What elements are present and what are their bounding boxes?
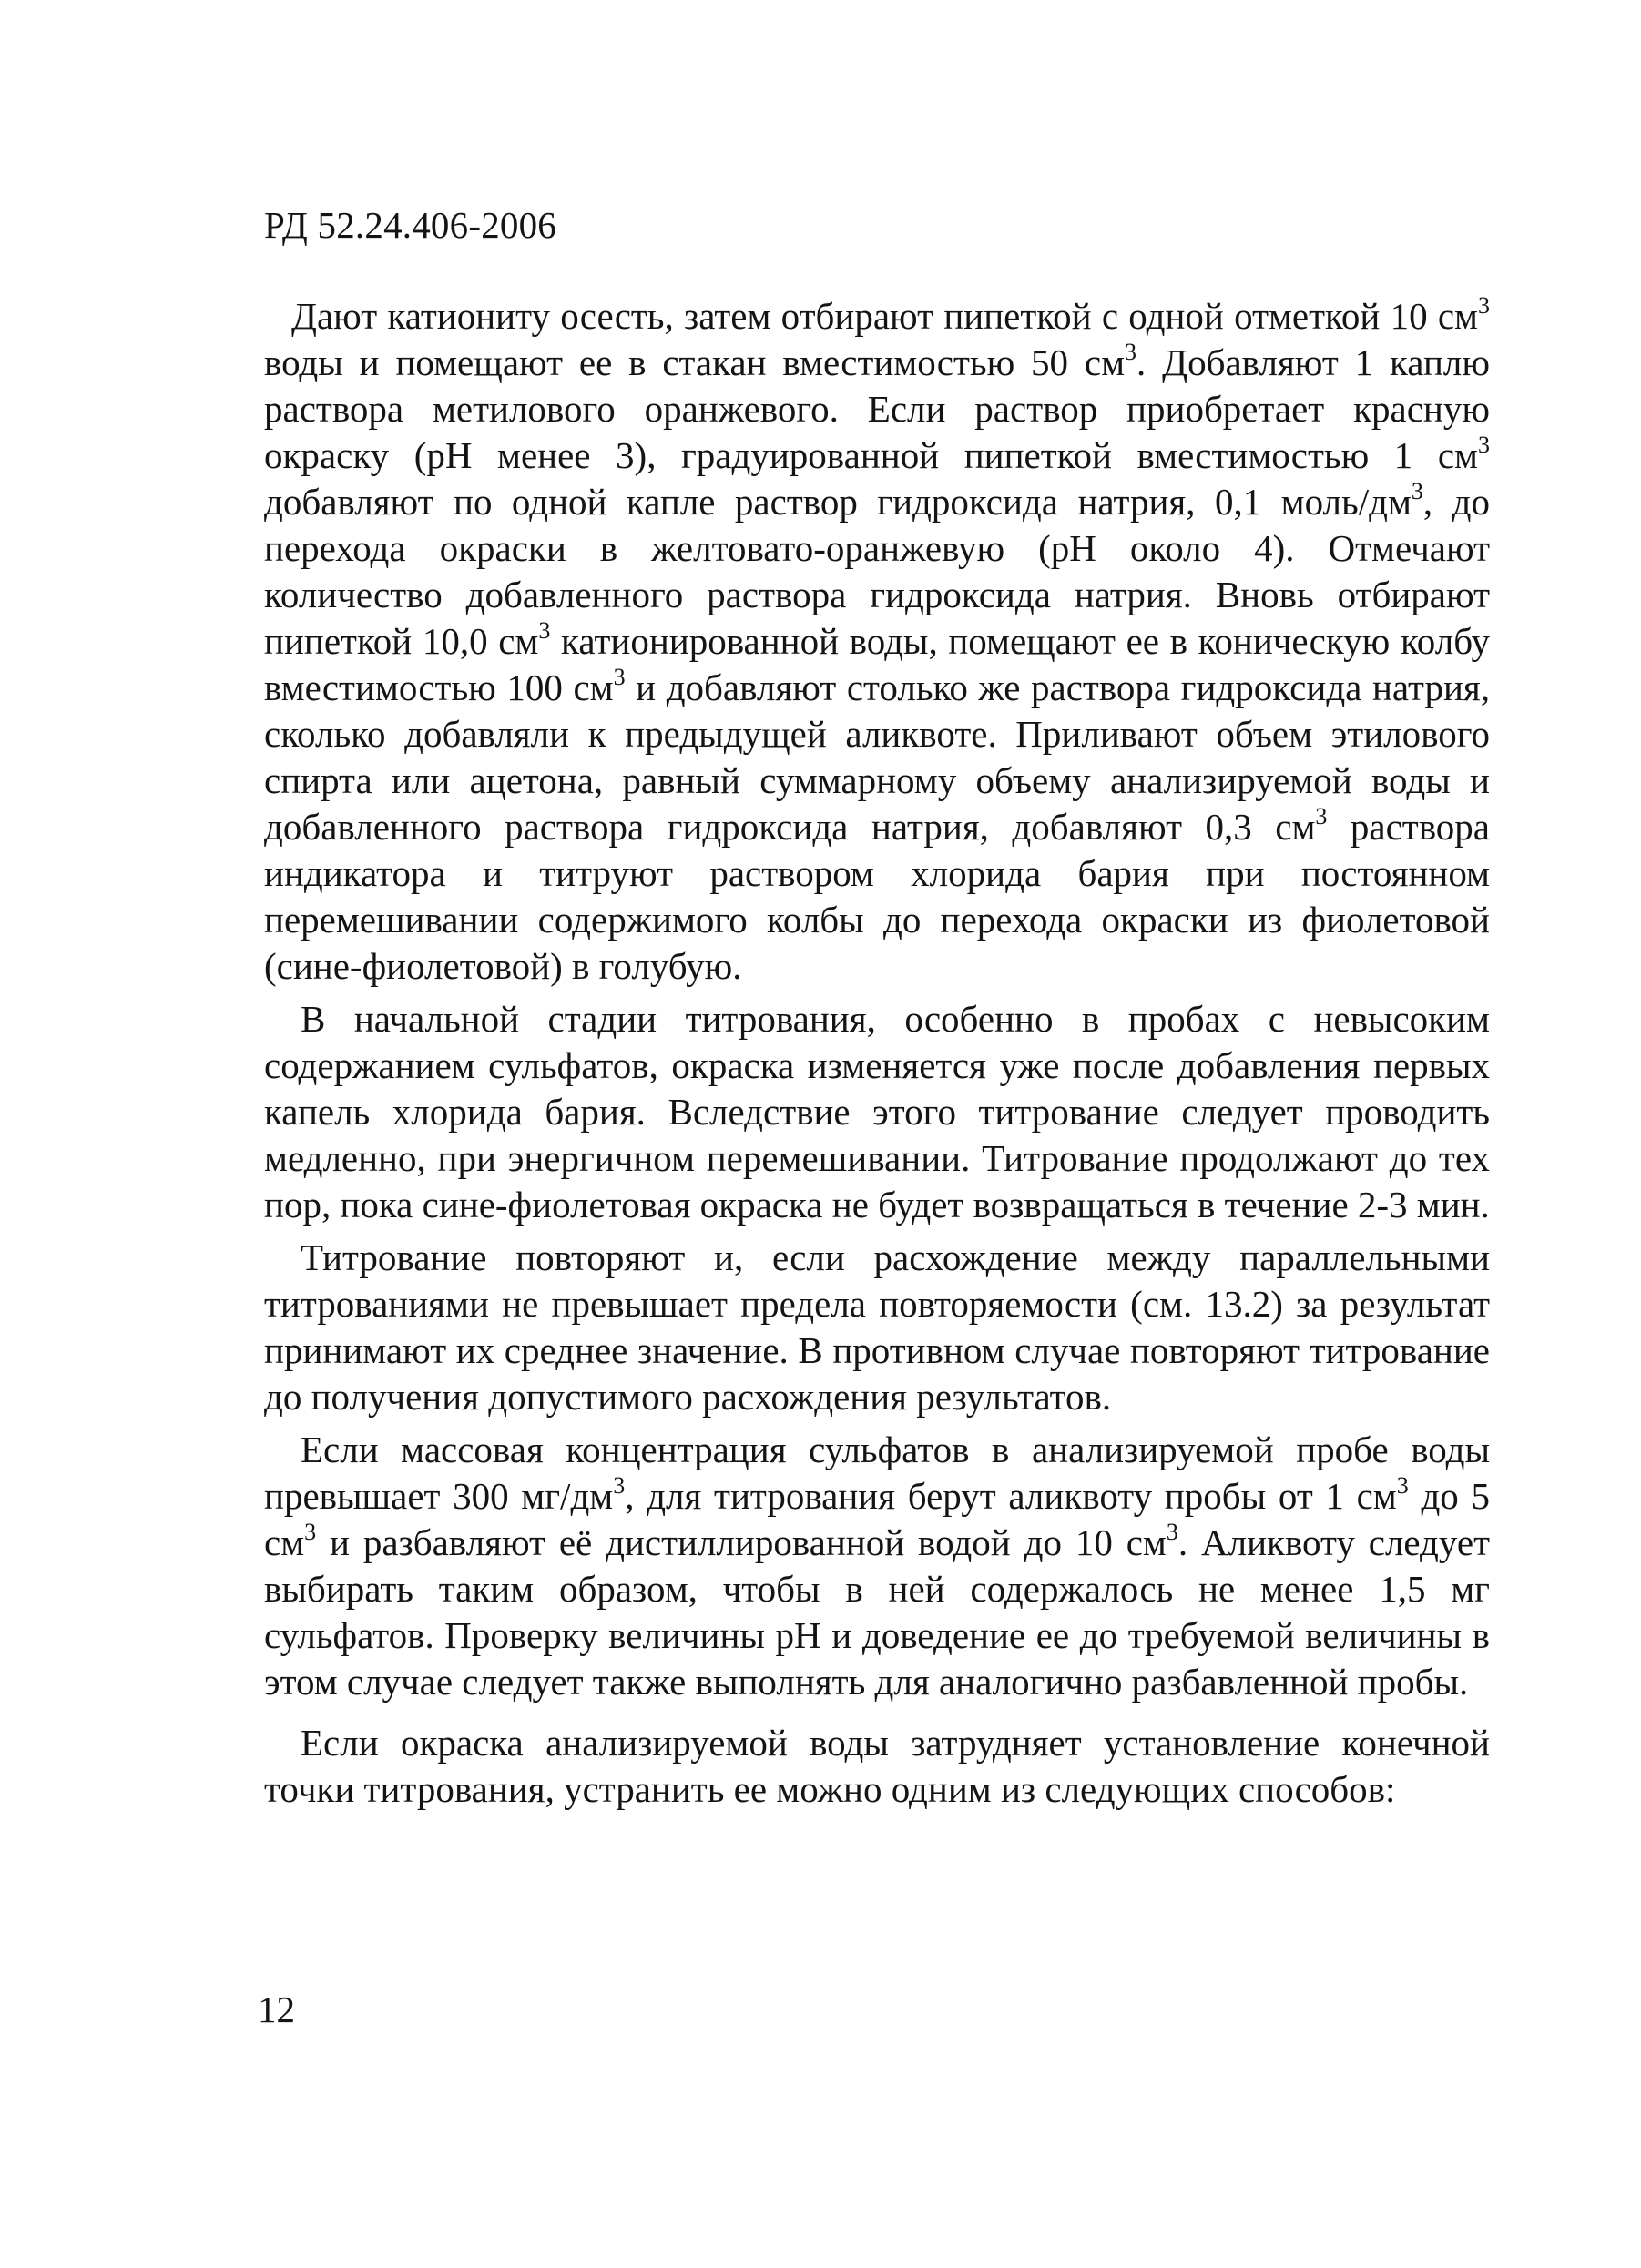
superscript: 3 (1478, 432, 1490, 459)
superscript: 3 (613, 664, 626, 691)
paragraph-high-concentration (264, 1427, 1490, 1705)
paragraph-repeat-titration: Титрование повторяют и, если расхождение между параллельными титрованиями не превышает предела повторяемости (см. 13.2) за результат принимают их среднее значение. В противном случае повторяют титрование до получения допустимого расхождения результатов. (264, 1236, 1490, 1418)
text-run: , до перехода окраски в желтовато-оранжевую (рН около 4). Отмечают количество добавленного раствора гидроксида натрия. Вновь отбирают пипеткой 10,0 см (264, 481, 1490, 662)
text-run: , для титрования берут аликвоту пробы от 1 см (625, 1475, 1397, 1517)
superscript: 3 (613, 1472, 626, 1500)
text-run: раствора индикатора и титруют раствором хлорида бария при постоянном перемешивании содержимого колбы до перехода окраски из фиолетовой (сине-фиолетовой) в голубую. (264, 806, 1490, 987)
paragraph-initial-titration: В начальной стадии титрования, особенно в пробах с невысоким содержанием сульфатов, окраска изменяется уже после добавления первых капель хлорида бария. Вследствие этого титрование следует проводить медленно, при энергичном перемешивании. Титрование продолжают до тех пор, пока сине-фиолетовая окраска не будет возвращаться в течение 2-3 мин. (264, 998, 1490, 1226)
superscript: 3 (1166, 1519, 1178, 1546)
text-run: . Аликвоту следует выбирать таким образом, чтобы в ней содержалось не менее 1,5 мг сульфатов. Проверку величины рН и доведение ее до требуемой величины в этом случае следует также выполнять для аналогично разбавленной пробы. (264, 1521, 1490, 1703)
text-run: до 5 см (264, 1475, 1490, 1563)
superscript: 3 (1125, 339, 1137, 366)
text-run: . Добавляют 1 каплю раствора метилового оранжевого. Если раствор приобретает красную окраску (рН менее 3), градуированной пипеткой вместимостью 1 см (264, 341, 1490, 476)
superscript: 3 (304, 1519, 317, 1546)
text-run: Дают катиониту осесть, затем отбирают пипеткой с одной отметкой 10 см (291, 295, 1478, 337)
paragraph-color-removal: Если окраска анализируемой воды затрудняет установление конечной точки титрования, устранить ее можно одним из следующих способов: (264, 1722, 1490, 1810)
paragraph-sample-preparation (264, 293, 1490, 990)
superscript: 3 (1478, 292, 1490, 320)
text-run: Если массовая концентрация сульфатов в анализируемой пробе воды превышает 300 мг/дм (264, 1429, 1490, 1517)
document-code-header: РД 52.24.406-2006 (264, 204, 556, 246)
text-run: катионированной воды, помещают ее в коническую колбу вместимостью 100 см (264, 620, 1491, 708)
superscript: 3 (1411, 478, 1423, 505)
text-run: и разбавляют её дистиллированной водой до 10 см (316, 1521, 1167, 1563)
superscript: 3 (1396, 1472, 1409, 1500)
text-run: воды и помещают ее в стакан вместимостью 50 см (264, 341, 1126, 383)
superscript: 3 (538, 617, 551, 645)
superscript: 3 (1315, 803, 1328, 830)
text-run: и добавляют столько же раствора гидроксида натрия, сколько добавляли к предыдущей аликвоте. Приливают объем этилового спирта или ацетона, равный суммарному объему анализируемой воды и добавленного раствора гидроксида натрия, добавляют 0,3 см (264, 666, 1490, 848)
page-number: 12 (258, 1988, 295, 2030)
text-run: добавляют по одной капле раствор гидроксида натрия, 0,1 моль/дм (264, 481, 1412, 523)
document-body (264, 293, 1490, 1813)
